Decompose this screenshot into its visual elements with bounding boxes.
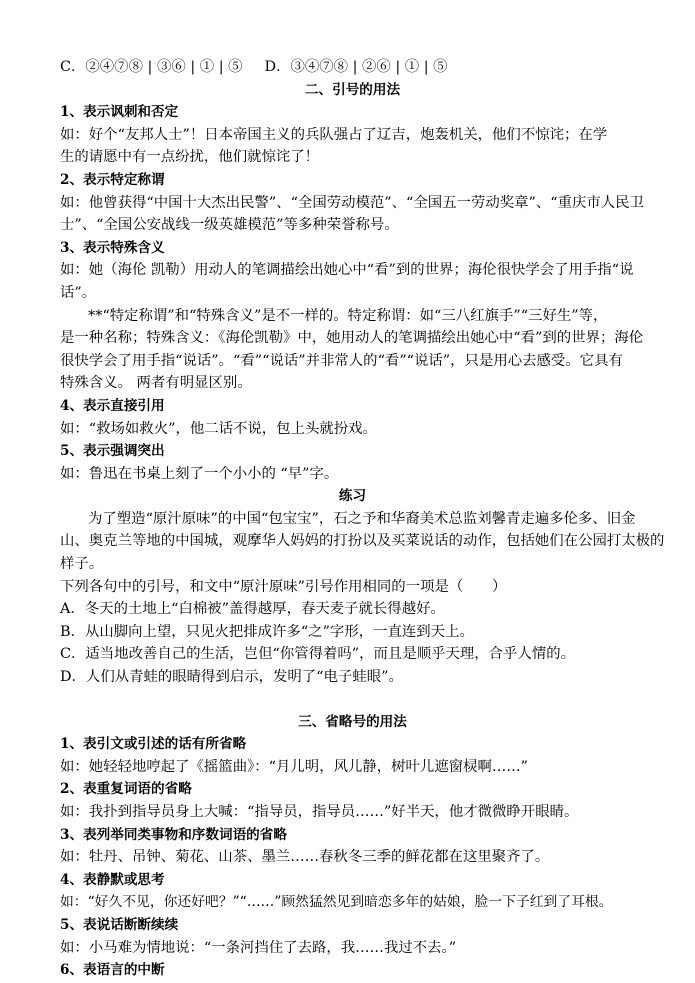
choice-c: C．适当地改善自己的生活，岂但“你管得着吗”，而且是顺乎天理，合乎人情的。 xyxy=(60,646,576,663)
note-line: 特殊含义。 两者有明显区别。 xyxy=(60,375,252,392)
text-line: 如：我扑到指导员身上大喊：“指导员，指导员……”好半天，他才微微睁开眼睛。 xyxy=(60,804,579,820)
text-line: 生的请愿中有一点纷扰，他们就惊诧了！ xyxy=(60,149,320,166)
note-line: 是一种名称；特殊含义：《海伦凯勒》中，她用动人的笔调描绘出她心中“看”到的世界；海伦 xyxy=(60,330,644,347)
answer-options-row xyxy=(60,56,645,79)
heading-ellipsis-5: 5、表说话断断续续 xyxy=(60,916,179,933)
text-line: 如：小马难为情地说：“一条河挡住了去路，我……我过不去。” xyxy=(60,939,457,956)
text-line: 如：她（海伦 凯勒）用动人的笔调描绘出她心中“看”到的世界；海伦很快学会了用手指“说 xyxy=(60,262,634,279)
heading-quote-4: 4、表示直接引用 xyxy=(60,397,165,414)
text-line: 如：牡丹、吊钟、菊花、山茶、墨兰……春秋冬三季的鲜花都在这里聚齐了。 xyxy=(60,849,550,866)
heading-ellipsis-3: 3、表列举同类事物和序数词语的省略 xyxy=(60,826,287,843)
heading-quote-3: 3、表示特殊含义 xyxy=(60,239,165,256)
question-text: 下列各句中的引号，和文中“原汁原味”引号作用相同的一项是（ ） xyxy=(60,578,507,595)
heading-ellipsis-2: 2、表重复词语的省略 xyxy=(60,781,192,798)
text-line: 如：他曾获得“中国十大杰出民警”、“全国劳动模范”、“全国五一劳动奖章”、“重庆市人民卫 xyxy=(60,194,644,211)
text-line: 如：“救场如救火”，他二话不说，包上头就扮戏。 xyxy=(60,420,377,437)
text-line: 如：“好久不见，你还好吧？”“……”顾然猛然见到暗恋多年的姑娘，脸一下子红到了耳根。 xyxy=(60,894,613,911)
choice-b: B．从山脚向上望，只见火把排成许多“之”字形，一直连到天上。 xyxy=(60,623,474,640)
section-title-ellipsis: 三、省略号的用法 xyxy=(298,713,407,730)
text-line: 士”、“全国公安战线一级英雄模范”等多种荣誉称号。 xyxy=(60,217,399,234)
heading-ellipsis-4: 4、表静默或思考 xyxy=(60,871,165,888)
spacer xyxy=(60,689,645,711)
text-line: 如：她轻轻地哼起了《摇篮曲》：“月儿明，风儿静，树叶儿遮窗棂啊……” xyxy=(60,758,529,775)
choice-a: A．冬天的土地上“白棉被”盖得越厚，春天麦子就长得越好。 xyxy=(60,601,445,618)
document-page xyxy=(60,56,665,982)
option-c: C．②④⑦⑧ | ③⑥ | ① | ⑤ xyxy=(60,59,243,75)
section-title-quotes: 二、引号的用法 xyxy=(304,81,401,98)
passage-line: 样子。 xyxy=(60,556,104,573)
heading-ellipsis-1: 1、表引文或引述的话有所省略 xyxy=(60,736,247,753)
choice-d: D．人们从青蛙的眼睛得到启示，发明了“电子蛙眼”。 xyxy=(60,669,403,686)
exercise-title: 练习 xyxy=(338,488,367,505)
text-line: 如：鲁迅在书桌上刻了一个小小的 “早”字。 xyxy=(60,465,339,482)
heading-ellipsis-6: 6、表语言的中断 xyxy=(60,962,165,979)
text-line: 话”。 xyxy=(60,284,97,301)
note-line: **“特定称谓”和“特殊含义”是不一样的。特定称谓：如“三八红旗手”“三好生”等， xyxy=(88,307,608,324)
passage-line: 为了塑造“原汁原味”的中国“包宝宝”，石之予和华裔美术总监刘馨青走遍多伦多、旧金 xyxy=(88,510,636,527)
heading-quote-5: 5、表示强调突出 xyxy=(60,443,165,460)
note-line: 很快学会了用手指“说话”。“看”“说话”并非常人的“看”“说话”，只是用心去感受。它具有 xyxy=(60,352,623,369)
heading-quote-2: 2、表示特定称谓 xyxy=(60,171,165,188)
heading-quote-1: 1、表示讽刺和否定 xyxy=(60,104,179,121)
text-line: 如：好个“友邦人士”！日本帝国主义的兵队强占了辽吉，炮轰机关，他们不惊诧；在学 xyxy=(60,126,608,143)
option-d: D．③④⑦⑧ | ②⑥ | ① | ⑤ xyxy=(264,59,448,75)
passage-line: 山、奥克兰等地的中国城，观摩华人妈妈的打扮以及买菜说话的动作，包括她们在公园打太极的 xyxy=(60,533,665,550)
